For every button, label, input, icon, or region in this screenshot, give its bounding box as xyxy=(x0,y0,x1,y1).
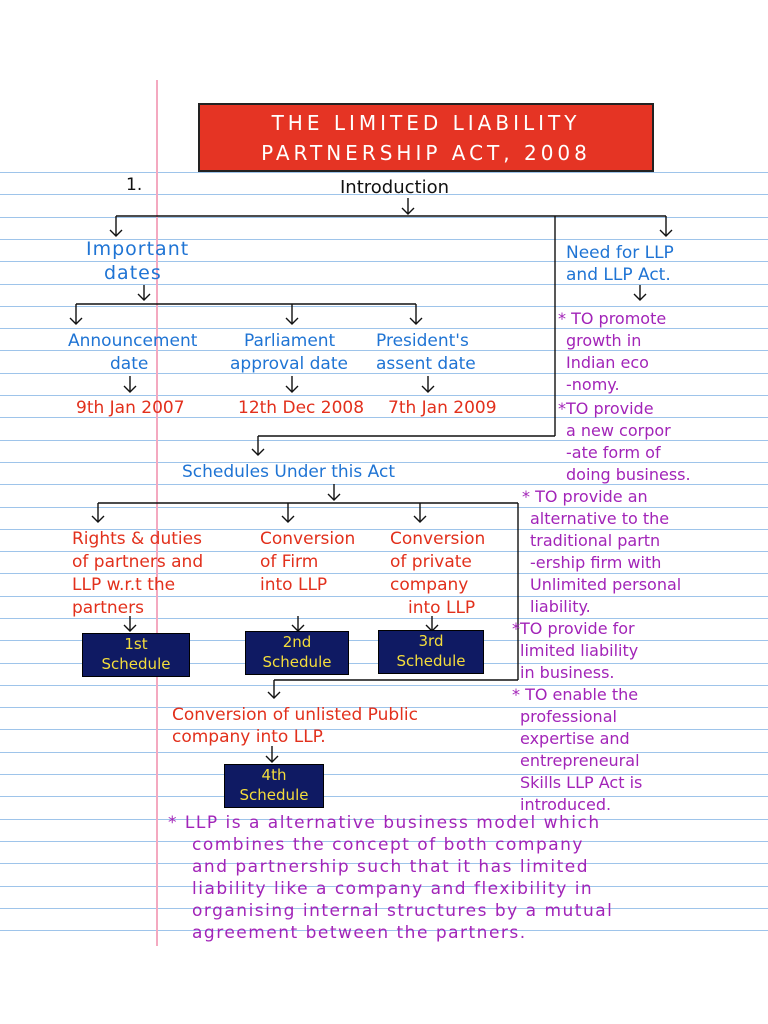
section-number: 1. xyxy=(126,175,143,195)
date-label-president-1: President's xyxy=(376,331,469,351)
summary-line-6: agreement between the partners. xyxy=(192,923,527,943)
schedule-4-line-2: company into LLP. xyxy=(172,727,326,747)
need-point-5-line-6: introduced. xyxy=(520,795,612,814)
summary-line-3: and partnership such that it has limited xyxy=(192,857,589,877)
schedule-box-2-ordinal: 2nd xyxy=(282,633,312,651)
need-point-3-line-2: alternative to the xyxy=(530,509,670,528)
schedule-2-line-1: Conversion xyxy=(260,529,356,549)
schedule-3-line-1: Conversion xyxy=(390,529,486,549)
summary-line-5: organising internal structures by a mutual xyxy=(192,901,614,921)
schedule-box-3-ordinal: 3rd xyxy=(418,632,444,650)
need-point-4-line-1: *TO provide for xyxy=(512,619,635,638)
need-heading-2: and LLP Act. xyxy=(566,265,671,285)
need-point-5-line-2: professional xyxy=(520,707,617,726)
schedule-box-4 xyxy=(224,764,324,808)
need-point-2-line-3: -ate form of xyxy=(566,443,661,462)
schedule-2-line-3: into LLP xyxy=(260,575,328,595)
need-point-3-line-1: * TO provide an xyxy=(522,487,648,506)
need-point-5-line-5: Skills LLP Act is xyxy=(520,773,643,792)
date-value-announcement: 9th Jan 2007 xyxy=(76,398,185,418)
schedule-box-1-ordinal: 1st xyxy=(124,635,148,653)
need-heading-1: Need for LLP xyxy=(566,243,674,263)
need-point-2-line-1: *TO provide xyxy=(558,399,654,418)
date-label-parliament-1: Parliament xyxy=(244,331,336,351)
schedule-3-line-2: of private xyxy=(390,552,472,572)
important-dates-heading-1: Important xyxy=(86,238,190,260)
need-point-1-line-2: growth in xyxy=(566,331,642,350)
important-dates-heading-2: dates xyxy=(104,262,162,284)
date-value-parliament: 12th Dec 2008 xyxy=(238,398,365,418)
need-point-5-line-1: * TO enable the xyxy=(512,685,639,704)
date-label-parliament-2: approval date xyxy=(230,354,348,374)
schedule-2-line-2: of Firm xyxy=(260,552,319,572)
schedule-3-line-4: into LLP xyxy=(408,598,476,618)
date-label-president-2: assent date xyxy=(376,354,476,374)
schedule-1-line-1: Rights & duties xyxy=(72,529,202,549)
schedule-box-3 xyxy=(378,630,484,674)
need-point-1-line-1: * TO promote xyxy=(558,309,667,328)
schedule-box-2-label: Schedule xyxy=(262,653,332,671)
need-point-3-line-4: -ership firm with xyxy=(530,553,662,572)
schedule-box-1-label: Schedule xyxy=(101,655,171,673)
need-point-5-line-4: entrepreneural xyxy=(520,751,640,770)
date-label-announcement-2: date xyxy=(110,354,149,374)
need-point-2-line-4: doing business. xyxy=(566,465,691,484)
need-point-5-line-3: expertise and xyxy=(520,729,630,748)
schedule-box-3-label: Schedule xyxy=(396,652,466,670)
schedule-box-4-label: Schedule xyxy=(239,786,309,804)
schedule-box-4-ordinal: 4th xyxy=(261,766,287,784)
date-label-announcement-1: Announcement xyxy=(68,331,198,351)
schedule-box-2 xyxy=(245,631,349,675)
need-point-3-line-3: traditional partn xyxy=(530,531,661,550)
need-point-3-line-6: liability. xyxy=(530,597,591,616)
summary-line-1: * LLP is a alternative business model which xyxy=(168,813,601,833)
need-point-4-line-2: limited liability xyxy=(520,641,639,660)
need-point-1-line-3: Indian eco xyxy=(566,353,649,372)
schedule-1-line-4: partners xyxy=(72,598,144,618)
schedule-box-1 xyxy=(82,633,190,677)
summary-line-2: combines the concept of both company xyxy=(192,835,584,855)
need-point-1-line-4: -nomy. xyxy=(566,375,620,394)
schedules-heading: Schedules Under this Act xyxy=(182,462,396,482)
schedule-1-line-3: LLP w.r.t the xyxy=(72,575,176,595)
schedule-4-line-1: Conversion of unlisted Public xyxy=(172,705,418,725)
introduction-heading: Introduction xyxy=(340,177,450,198)
summary-line-4: liability like a company and flexibility in xyxy=(192,879,594,899)
need-point-4-line-3: in business. xyxy=(520,663,615,682)
schedule-3-line-3: company xyxy=(390,575,469,595)
title-line-2: PARTNERSHIP ACT, 2008 xyxy=(261,141,591,165)
need-point-2-line-2: a new corpor xyxy=(566,421,671,440)
schedule-1-line-2: of partners and xyxy=(72,552,204,572)
title-line-1: THE LIMITED LIABILITY xyxy=(271,111,581,135)
need-point-3-line-5: Unlimited personal xyxy=(530,575,682,594)
date-value-president: 7th Jan 2009 xyxy=(388,398,497,418)
